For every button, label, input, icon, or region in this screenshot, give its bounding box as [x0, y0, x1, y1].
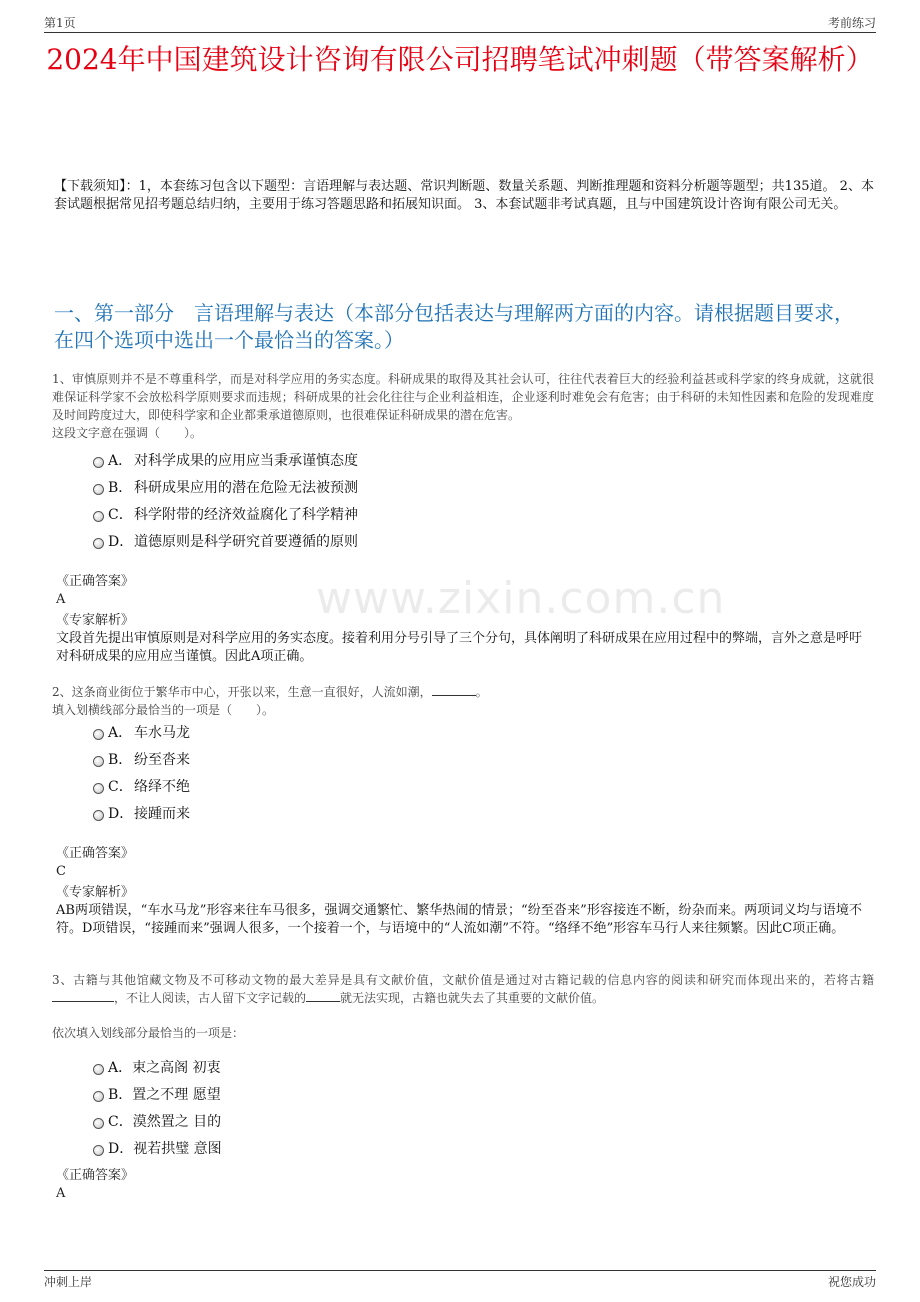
- stem-part: 。: [475, 685, 488, 699]
- radio-button-icon[interactable]: [93, 729, 104, 740]
- radio-button-icon[interactable]: [93, 1118, 104, 1129]
- option-letter: A．: [108, 453, 133, 469]
- option-a[interactable]: [93, 723, 190, 750]
- radio-button-icon[interactable]: [93, 538, 104, 549]
- radio-button-icon[interactable]: [93, 756, 104, 767]
- option-text: 置之不理 愿望: [132, 1087, 221, 1103]
- answer-value: C: [56, 864, 66, 879]
- option-text: 接踵而来: [134, 806, 190, 822]
- page-header: [44, 12, 876, 33]
- radio-button-icon[interactable]: [93, 1091, 104, 1102]
- question-2-options: [93, 723, 190, 831]
- option-d[interactable]: [93, 532, 358, 559]
- answer-label: 《正确答案》: [56, 574, 135, 589]
- header-tag: 考前练习: [827, 16, 876, 30]
- section-title: 一、第一部分 言语理解与表达（本部分包括表达与理解两方面的内容。请根据题目要求，在四个选项中选出一个最恰当的答案。）: [54, 301, 854, 352]
- option-text: 道德原则是科学研究首要遵循的原则: [134, 534, 358, 550]
- radio-button-icon[interactable]: [93, 1064, 104, 1075]
- download-notice: 【下载须知】：1，本套练习包含以下题型：言语理解与表达题、常识判断题、数量关系题、判断推理题和资料分析题等题型；共135道。 2、本套试题根据常见招考题总结归纳，主要用于练习答题思路和拓展知识面。 3、本套试题非考试真题，且与中国建筑设计咨询有限公司无关。: [54, 179, 874, 212]
- radio-button-icon[interactable]: [93, 1145, 104, 1156]
- option-c[interactable]: [93, 505, 358, 532]
- option-a[interactable]: [93, 1058, 222, 1085]
- answer-blank: [432, 685, 476, 696]
- stem-part: 就无法实现，古籍也就失去了其重要的文献价值。: [340, 991, 605, 1005]
- option-text: 络绎不绝: [134, 779, 190, 795]
- question-3-options: [93, 1058, 222, 1166]
- option-letter: A．: [108, 1060, 133, 1076]
- question-stem-text: [52, 683, 874, 701]
- question-stem-text: [52, 971, 874, 1007]
- page-footer: [44, 1270, 876, 1291]
- question-stem-text: 1、审慎原则并不是不尊重科学，而是对科学应用的务实态度。科研成果的取得及其社会认可，往往代表着巨大的经验利益甚或科学家的终身成就，这就很难保证科学家不会放松科学原则要求而违规；科研成果的社会化往往与企业利益相连，企业逐利时难免会有危害；由于科研的未知性因素和危险的发现难度及时间跨度过大，即使科学家和企业都秉承道德原则，也很难保证科研成果的潜在危害。: [52, 372, 874, 422]
- option-letter: D．: [108, 806, 134, 822]
- option-text: 漠然置之 目的: [132, 1114, 222, 1130]
- question-1-options: [93, 451, 358, 559]
- option-text: 车水马龙: [134, 725, 190, 741]
- question-3-stem: [52, 971, 874, 1007]
- watermark: www.zixin.com.cn: [316, 573, 726, 624]
- stem-part: 2、这条商业街位于繁华市中心，开张以来，生意一直很好，人流如潮，: [52, 685, 432, 699]
- option-b[interactable]: [93, 1085, 222, 1112]
- question-1-stem: [52, 370, 874, 442]
- answer-blank: [52, 991, 114, 1002]
- option-letter: D．: [108, 1141, 134, 1157]
- radio-button-icon[interactable]: [93, 511, 104, 522]
- document-title: 2024年中国建筑设计咨询有限公司招聘笔试冲刺题（带答案解析）: [46, 43, 874, 76]
- radio-button-icon[interactable]: [93, 783, 104, 794]
- option-c[interactable]: [93, 1112, 222, 1139]
- option-letter: C．: [108, 779, 133, 795]
- option-text: 视若拱璧 意图: [133, 1141, 222, 1157]
- option-text: 纷至沓来: [134, 752, 190, 768]
- answer-blank: [306, 991, 340, 1002]
- option-letter: B．: [108, 480, 133, 496]
- option-d[interactable]: [93, 1139, 222, 1166]
- stem-part: 3、古籍与其他馆藏文物及不可移动文物的最大差异是具有文献价值，文献价值是通过对古籍记载的信息内容的阅读和研究而体现出来的，若将古籍: [52, 973, 874, 987]
- option-letter: D．: [108, 534, 134, 550]
- option-d[interactable]: [93, 804, 190, 831]
- question-prompt: 填入划横线部分最恰当的一项是（ ）。: [52, 703, 275, 717]
- option-text: 科学附带的经济效益腐化了科学精神: [134, 507, 358, 523]
- option-text: 科研成果应用的潜在危险无法被预测: [134, 480, 358, 496]
- footer-left-text: 冲刺上岸: [44, 1275, 93, 1289]
- radio-button-icon[interactable]: [93, 484, 104, 495]
- analysis-label: 《专家解析》: [56, 613, 135, 628]
- answer-value: A: [56, 592, 66, 607]
- option-letter: C．: [108, 507, 133, 523]
- analysis-text: AB两项错误，“车水马龙”形容来往车马很多，强调交通繁忙、繁华热闹的情景；“纷至沓来”形容接连不断，纷杂而来。两项词义均与语境不符。D项错误，“接踵而来”强调人很多，一个接着一个，与语境中的“人流如潮”不符。“络绎不绝”形容车马行人来往频繁。因此C项正确。: [56, 903, 862, 936]
- footer-right-text: 祝您成功: [827, 1275, 876, 1289]
- page-number: 第1页: [44, 16, 76, 30]
- option-text: 束之高阁 初衷: [132, 1060, 221, 1076]
- stem-part: ，不让人阅读，古人留下文字记载的: [114, 991, 307, 1005]
- question-2-stem: [52, 683, 874, 719]
- question-prompt: 依次填入划线部分最恰当的一项是：: [52, 1026, 245, 1040]
- radio-button-icon[interactable]: [93, 457, 104, 468]
- answer-value: A: [56, 1186, 66, 1201]
- answer-label: 《正确答案》: [56, 1168, 135, 1183]
- analysis-label: 《专家解析》: [56, 885, 135, 900]
- answer-label: 《正确答案》: [56, 846, 135, 861]
- option-b[interactable]: [93, 478, 358, 505]
- option-letter: C．: [108, 1114, 133, 1130]
- option-c[interactable]: [93, 777, 190, 804]
- option-b[interactable]: [93, 750, 190, 777]
- option-text: 对科学成果的应用应当秉承谨慎态度: [134, 453, 358, 469]
- question-prompt: 这段文字意在强调（ ）。: [52, 426, 203, 440]
- option-letter: B．: [108, 752, 133, 768]
- option-letter: B．: [108, 1087, 133, 1103]
- option-letter: A．: [108, 725, 133, 741]
- analysis-text: 文段首先提出审慎原则是对科学应用的务实态度。接着利用分号引导了三个分句，具体阐明了科研成果在应用过程中的弊端，言外之意是呼吁对科研成果的应用应当谨慎。因此A项正确。: [56, 631, 863, 664]
- radio-button-icon[interactable]: [93, 810, 104, 821]
- option-a[interactable]: [93, 451, 358, 478]
